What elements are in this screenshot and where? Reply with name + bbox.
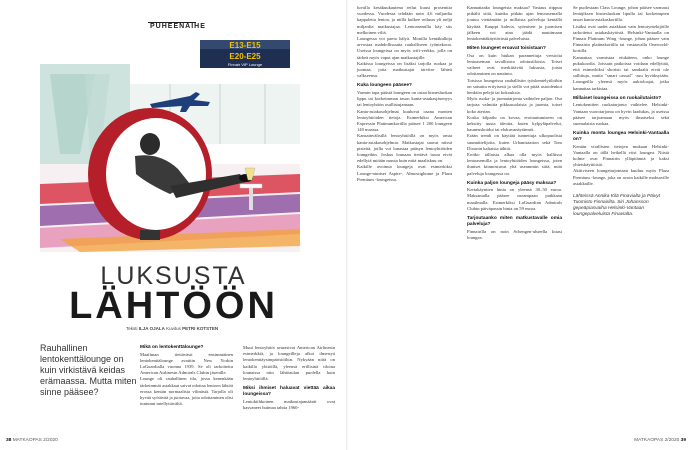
sources-caption: Lähteissä Annika Kilä Finavialta ja Päivyt Tuomisto Finnairilta. Siri Johansson gepeäpiasvaiha Helsinki-Vantaan loungepalveluista Finavialta. <box>573 194 661 218</box>
byline-photo-author: PETRI KOTSTEN <box>182 326 219 331</box>
column-paragraph: Kaikissa loungeissa on lisäksi tarjolla ruokaa ja juomaa, joita matkustajat tarvitse lähteä valkseensa. <box>357 60 452 79</box>
departure-sign <box>200 40 290 68</box>
lounge-illustration <box>40 34 300 252</box>
sign-flight-1: E13-E15 <box>229 41 261 50</box>
column-paragraph: Maailman tiettävästi ensimmäinen lentokenttälounge avattiin New Yorkin LaGuardialla vuonna 1939. Se oli tarkoitettu American Airlinesin Admirals Clubin jäsenille. <box>140 351 233 376</box>
byline-photo-label: Kuvitus <box>166 326 181 331</box>
column-paragraph: Lentokenttien ruokatarjonta vaihtelee. Helsinki-Vantaan vuorotarjonta on hyvin laadukas, ja useissa pääsee tarjoamaan myös ilmaiseksi sekä suomalaista ruokaa. <box>573 102 669 126</box>
column-paragraph: Varmin tapa päästä loungeen on ostaa bisnesluokan lippu tai korkeimman tason kanta-asiakasjäsenyys tai lentoyhtiön osallistujamaan. <box>357 89 452 108</box>
column-paragraph: Myös ruoka- ja juomatarjonta vaihtelee paljon. Osa tarjoaa valmiita pikkusuolaisia ja juomia, toiset koko aterian. <box>467 96 562 114</box>
section-label: PUHEENAIHE <box>150 23 206 30</box>
folio-right <box>634 438 686 443</box>
column-paragraph: Lentokiihkoinen matkustajamäärät ovat kasvaneet huimaa tahtia 1960- <box>243 398 335 410</box>
column-paragraph: Erotko tällaisia alkaa olla myös kalliissa lentoasemilla ja lentoyhtiöiden loungeissa, joten ihmiset kiinnostuvat yhä useammin siitä, mitä palveluja loungessa on. <box>467 151 562 176</box>
column-paragraph: luvulla kesäkuukautena reilut kuusi prosenttia vuodessa. Vuodessa tehdään noin 4,6 miljardia kappaletta lentoa, ja niillä kulkee reiluun yli neljä miljardia matkustajaa. Lentoasemilla käy siis melkoinen viliä. <box>357 5 452 35</box>
column-paragraph: Toisissa loungeissa rauhallisiin työskentelytiloihin on satsattu erityisesti ja siellä voi pitää asioidenkoi henkiön pelejä tai kokouksia. <box>467 77 562 95</box>
left-column-2 <box>243 345 335 411</box>
column-heading: Mikä on lentokenttälounge? <box>140 345 204 350</box>
right-column-3 <box>573 5 669 218</box>
lead-paragraph: Rauhallinen lentokenttälounge on kuin virkistävä keidas erämaassa. Mutta miten sinne pääsee? <box>40 343 137 397</box>
headline-bold: LÄHTÖÖN <box>69 285 278 327</box>
column-paragraph: Lounge oli rauhallinen tila, jossa kenenkään tärkeimmät asiakkaat saivat odottaa lentoon lähtöä erossa kentän normaalista vilinästä. Tarjolla oli hyvää syötävää ja juotavaa, joita odottaminen olisi tuntunut miellyttävältä. <box>140 376 233 407</box>
column-paragraph: Kansainvälisillä lentoyhtiöillä on myös omia kanta-asiakasohjelmia. Matkustajat saavat niissä pisteitä, joilla voi lunastaa pääsyn lentoyhtiöiden loungeihin. Joskus lounaan tiettävä tasoa eivät edellytä mitään muuta kuin mitä maaliskuu on. <box>357 133 452 164</box>
sign-lounge-text: Finnair VIP Lounge <box>227 62 263 67</box>
column-heading: Kuka loungeen pääsee? <box>357 83 412 89</box>
column-paragraph: Loungessa voi paeta hälyä. Monilla kentäkulkija arvostaa mahdollisuutta rauhalliseen työntekoon. Useissa loungeissa on myös wifi-verkko, jolla on tärkeä myös vaput ajan matkustajille. <box>357 36 452 60</box>
column-paragraph: Lisäksi ovat uudet asiakkaat vain lentotyntekijöille tarkoitetut asiakaskäytöstä. Helsinki-Vantaalla on Finnair Platinum Wing -lounge, johon pääsee vain Finnairin platinakortilla tai vastaavalla Oneworld-kortilla. <box>573 23 669 54</box>
left-column-1 <box>140 345 233 407</box>
column-paragraph: Osa on kuin hiukan parannettuja versioita lentoaseman tavallisista odotustiloista. Toiset vaiheet ovat merkittävää luksusta, joista odottaminen on nautinto. <box>467 52 562 77</box>
right-column-2 <box>467 5 562 241</box>
column-paragraph: Kannattaa varmistaa etukäteen, onko lounge pukukoodia. Joissain paikoissa voidaan edellyttää, että esimerkiksi shortsit tai sandaalit eivät ole sallittuja, mutta "smart casual" -asu hyväksytään. Loungeilla yleensä myös aukioloajat, jotka kannattaa tarkistaa. <box>573 54 669 91</box>
column-heading: Miten loungeet eroavat toisistaan? <box>467 46 546 52</box>
column-paragraph: Kaikille avoimia loungeja ovat esimerkiksi Lounge-nimiset Aspire-, Almostighome ja Plaza Premium -loungeissa. <box>357 164 452 182</box>
magazine-issue: MATKAOPAS 2/2020 <box>634 438 680 443</box>
column-paragraph: Kanta-asiakasohjelmat kuuluvat osana monien lentoyhtiöiden tietoja. Esimerkiksi American Expressin Platinumkortilla pääsee 1 200 loungeen 140 maassa. <box>357 108 452 133</box>
column-heading: Millaiset loungeissa on ruokailutaisto? <box>573 95 662 101</box>
column-heading: Kuinka paljon loungeja pääsy maksaa? <box>467 180 557 186</box>
column-heading: Miksi ihmiset haluavat viettää aikaa loungeissa? <box>243 386 335 398</box>
sign-flight-2: E20-E25 <box>229 52 261 61</box>
column-paragraph: Aktiiviseen loungetarjontaan kuuluu myös Plaza Premium -lounge, joka on avoin kaikille maksaville asiakkaille. <box>573 168 669 186</box>
column-paragraph: Kertakäyntien hinta on yleensä 30–50 euroa. Maksamalla pääsee useampaan paikkaan maailmalla. Esimerkiksi LaGuardian Admirals Clubin päiväpassin hinta on 59 euroa. <box>467 187 562 211</box>
page-number: 39 <box>680 438 686 443</box>
column-paragraph: Finnairilla on noin Schengen-alueella kuusi loungea. <box>467 228 562 240</box>
headline-light: LUKSUSTA <box>100 262 247 290</box>
byline-text-author: ILJA OJALA <box>138 326 165 331</box>
column-heading: Tarjoutaanko miten matkustavalle omia palveluja? <box>467 216 562 228</box>
column-heading: Kuinka monta loungea Helsinki-Vantaalla on? <box>573 131 669 143</box>
page-number: 38 <box>6 438 12 443</box>
byline-text-label: Teksti <box>126 326 138 331</box>
column-paragraph: Kannattaako loungeista maksaa? Vastaus riippuu pitkälti siitä, kuinka pitkän ajan lentoasemalla joutuu viettämään ja millaisia palveluja kentällä käyttää. Kauppi kahvia, syömisen ja juomisen jälkeen voi aina jäädä nauttimaan lentokenttäkäyttävästä palveluista. <box>467 5 562 42</box>
byline <box>126 326 218 331</box>
column-paragraph: Erään trendi on käyttää tunnettuja ulkopuolisia suunnittelijoita, kuten Urbanisaation sekä Tom Dixonin kaltaisia tähtiä. <box>467 133 562 151</box>
magazine-issue: MATKAOPAS 2/2020 <box>12 438 58 443</box>
right-page <box>347 0 694 450</box>
column-paragraph: Kentän virallisten tietojen mukaan Helsinki-Vantaalla on tällä hetkellä viisi loungea. Niistä kolme ovat Finnairin ylläpitämiä ja kaksi yhteiskäyttöisiä. <box>573 143 669 168</box>
column-paragraph: Se puolestaan Class Lounge, johon pääsee varmasti lentäjiksen bisnesluokan lipulla tai korkeimpien tason kanta-asiakaskortilla. <box>573 5 669 23</box>
right-column-1 <box>357 5 452 183</box>
column-paragraph: Muut lentoyhtiöt seurasivat American Airlinesin esimerkkiä, ja loungeilleja alkoi ilmestyä lentokenttäysimpäristöihin. Nykyään niitä on kaikilla yhtiöillä, yleensä erillisinä tiloina lounaissa niin lähtöaulan puolella kuin lentoyhtiöillä. <box>243 345 335 382</box>
column-paragraph: Koska kilpailu on kovaa, erottautumiseen on keksitty uusia ideoita, kuten kylpyläpalvelut, kauneushoidot tai elokuvanäytännöt. <box>467 114 562 133</box>
folio-left <box>6 438 58 443</box>
